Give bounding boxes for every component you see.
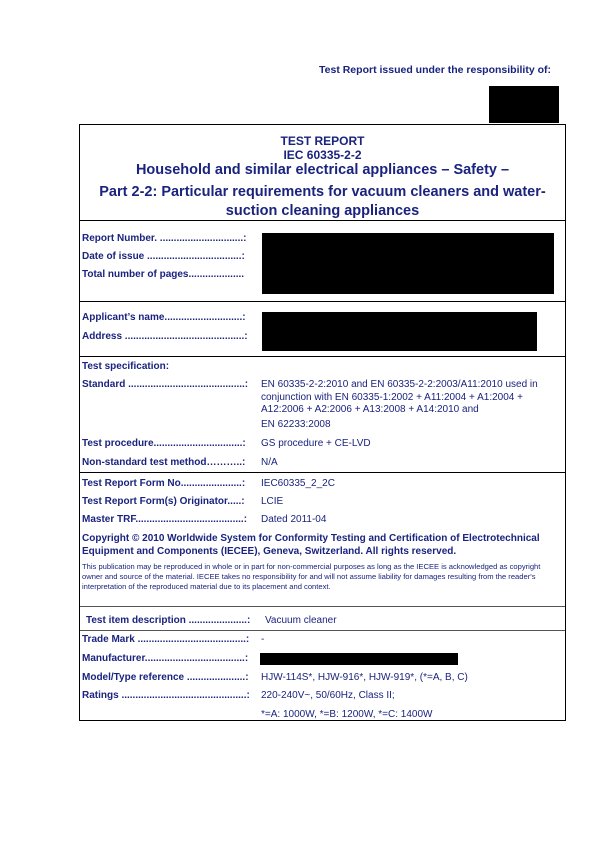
applicant-name-label: Applicant’s name............................: [82,312,246,323]
ratings-label: Ratings .............................................: [82,690,250,701]
address-label: Address ...........................................: [82,331,248,342]
ratings-value-2: *=A: 1000W, *=B: 1200W, *=C: 1400W [261,709,433,720]
trf-number-label: Test Report Form No......................: [82,478,246,489]
standard-value: EN 60335-2-2:2010 and EN 60335-2-2:2003/A11:2010 used in conjunction with EN 60335-1:2002 + A11:2004 + A1:2004 + A12:2006 + A2:2006 + A13:2008 + A14:2010 and [261,379,538,415]
date-of-issue-label: Date of issue ..................................: [82,251,245,262]
copyright-notice: Copyright © 2010 Worldwide System for Conformity Testing and Certification of Electrotechnical Equipment and Components (IECEE), Geneva, Switzerland. All rights reserved. [82,533,540,557]
non-standard-method-label: Non-standard test method………..: [82,457,246,468]
report-frame [79,124,566,721]
total-pages-label: Total number of pages.................... [82,269,245,280]
divider [80,472,565,473]
standard-label: Standard ..........................................: [82,379,249,390]
test-item-description-label: Test item description .....................: [86,615,251,626]
trade-mark-value: - [261,634,265,645]
report-title: TEST REPORT [280,134,365,148]
ratings-value: 220-240V~, 50/60Hz, Class II; [261,690,395,701]
divider [80,630,565,631]
redacted-logo [489,86,559,123]
non-standard-method-value: N/A [261,457,278,468]
model-type-value: HJW-114S*, HJW-916*, HJW-919*, (*=A, B, C) [261,672,468,683]
manufacturer-label: Manufacturer....................................: [82,653,249,664]
model-type-label: Model/Type reference .....................: [82,672,249,683]
standard-subtitle: Part 2-2: Particular requirements for vacuum cleaners and water-suction cleaning appliances [99,184,546,219]
trf-originator-value: LCIE [261,496,284,507]
report-number-label: Report Number. ..............................: [82,233,247,244]
master-trf-value: Dated 2011-04 [261,514,327,525]
trf-number-value: IEC60335_2_2C [261,478,335,489]
standard-title: Household and similar electrical appliances – Safety – [135,162,510,178]
redacted-manufacturer [260,653,458,665]
redacted-applicant [262,312,537,351]
test-procedure-value: GS procedure + CE-LVD [261,438,371,449]
issued-by-text: Test Report issued under the responsibility of: [319,64,551,76]
standard-number: IEC 60335-2-2 [283,148,362,162]
test-procedure-label: Test procedure................................: [82,438,246,449]
test-item-description-value: Vacuum cleaner [265,615,337,626]
divider [80,606,565,607]
reproduction-notice: This publication may be reproduced in whole or in part for non-commercial purposes as long as the IECEE is acknowledged as copyright owner and source of the material. IECEE takes no responsibility for and will not assume liability for damages resulting from the reader's interpretation of the reproduced material due to its placement and context. [82,562,541,591]
trf-originator-label: Test Report Form(s) Originator.....: [82,496,245,507]
divider [80,301,565,302]
divider [80,220,565,221]
standard-value-2: EN 62233:2008 [261,419,331,430]
redacted-report-info [262,233,554,294]
divider [80,356,565,357]
test-spec-heading: Test specification: [82,361,170,372]
trade-mark-label: Trade Mark .......................................: [82,634,250,645]
master-trf-label: Master TRF.......................................: [82,514,248,525]
